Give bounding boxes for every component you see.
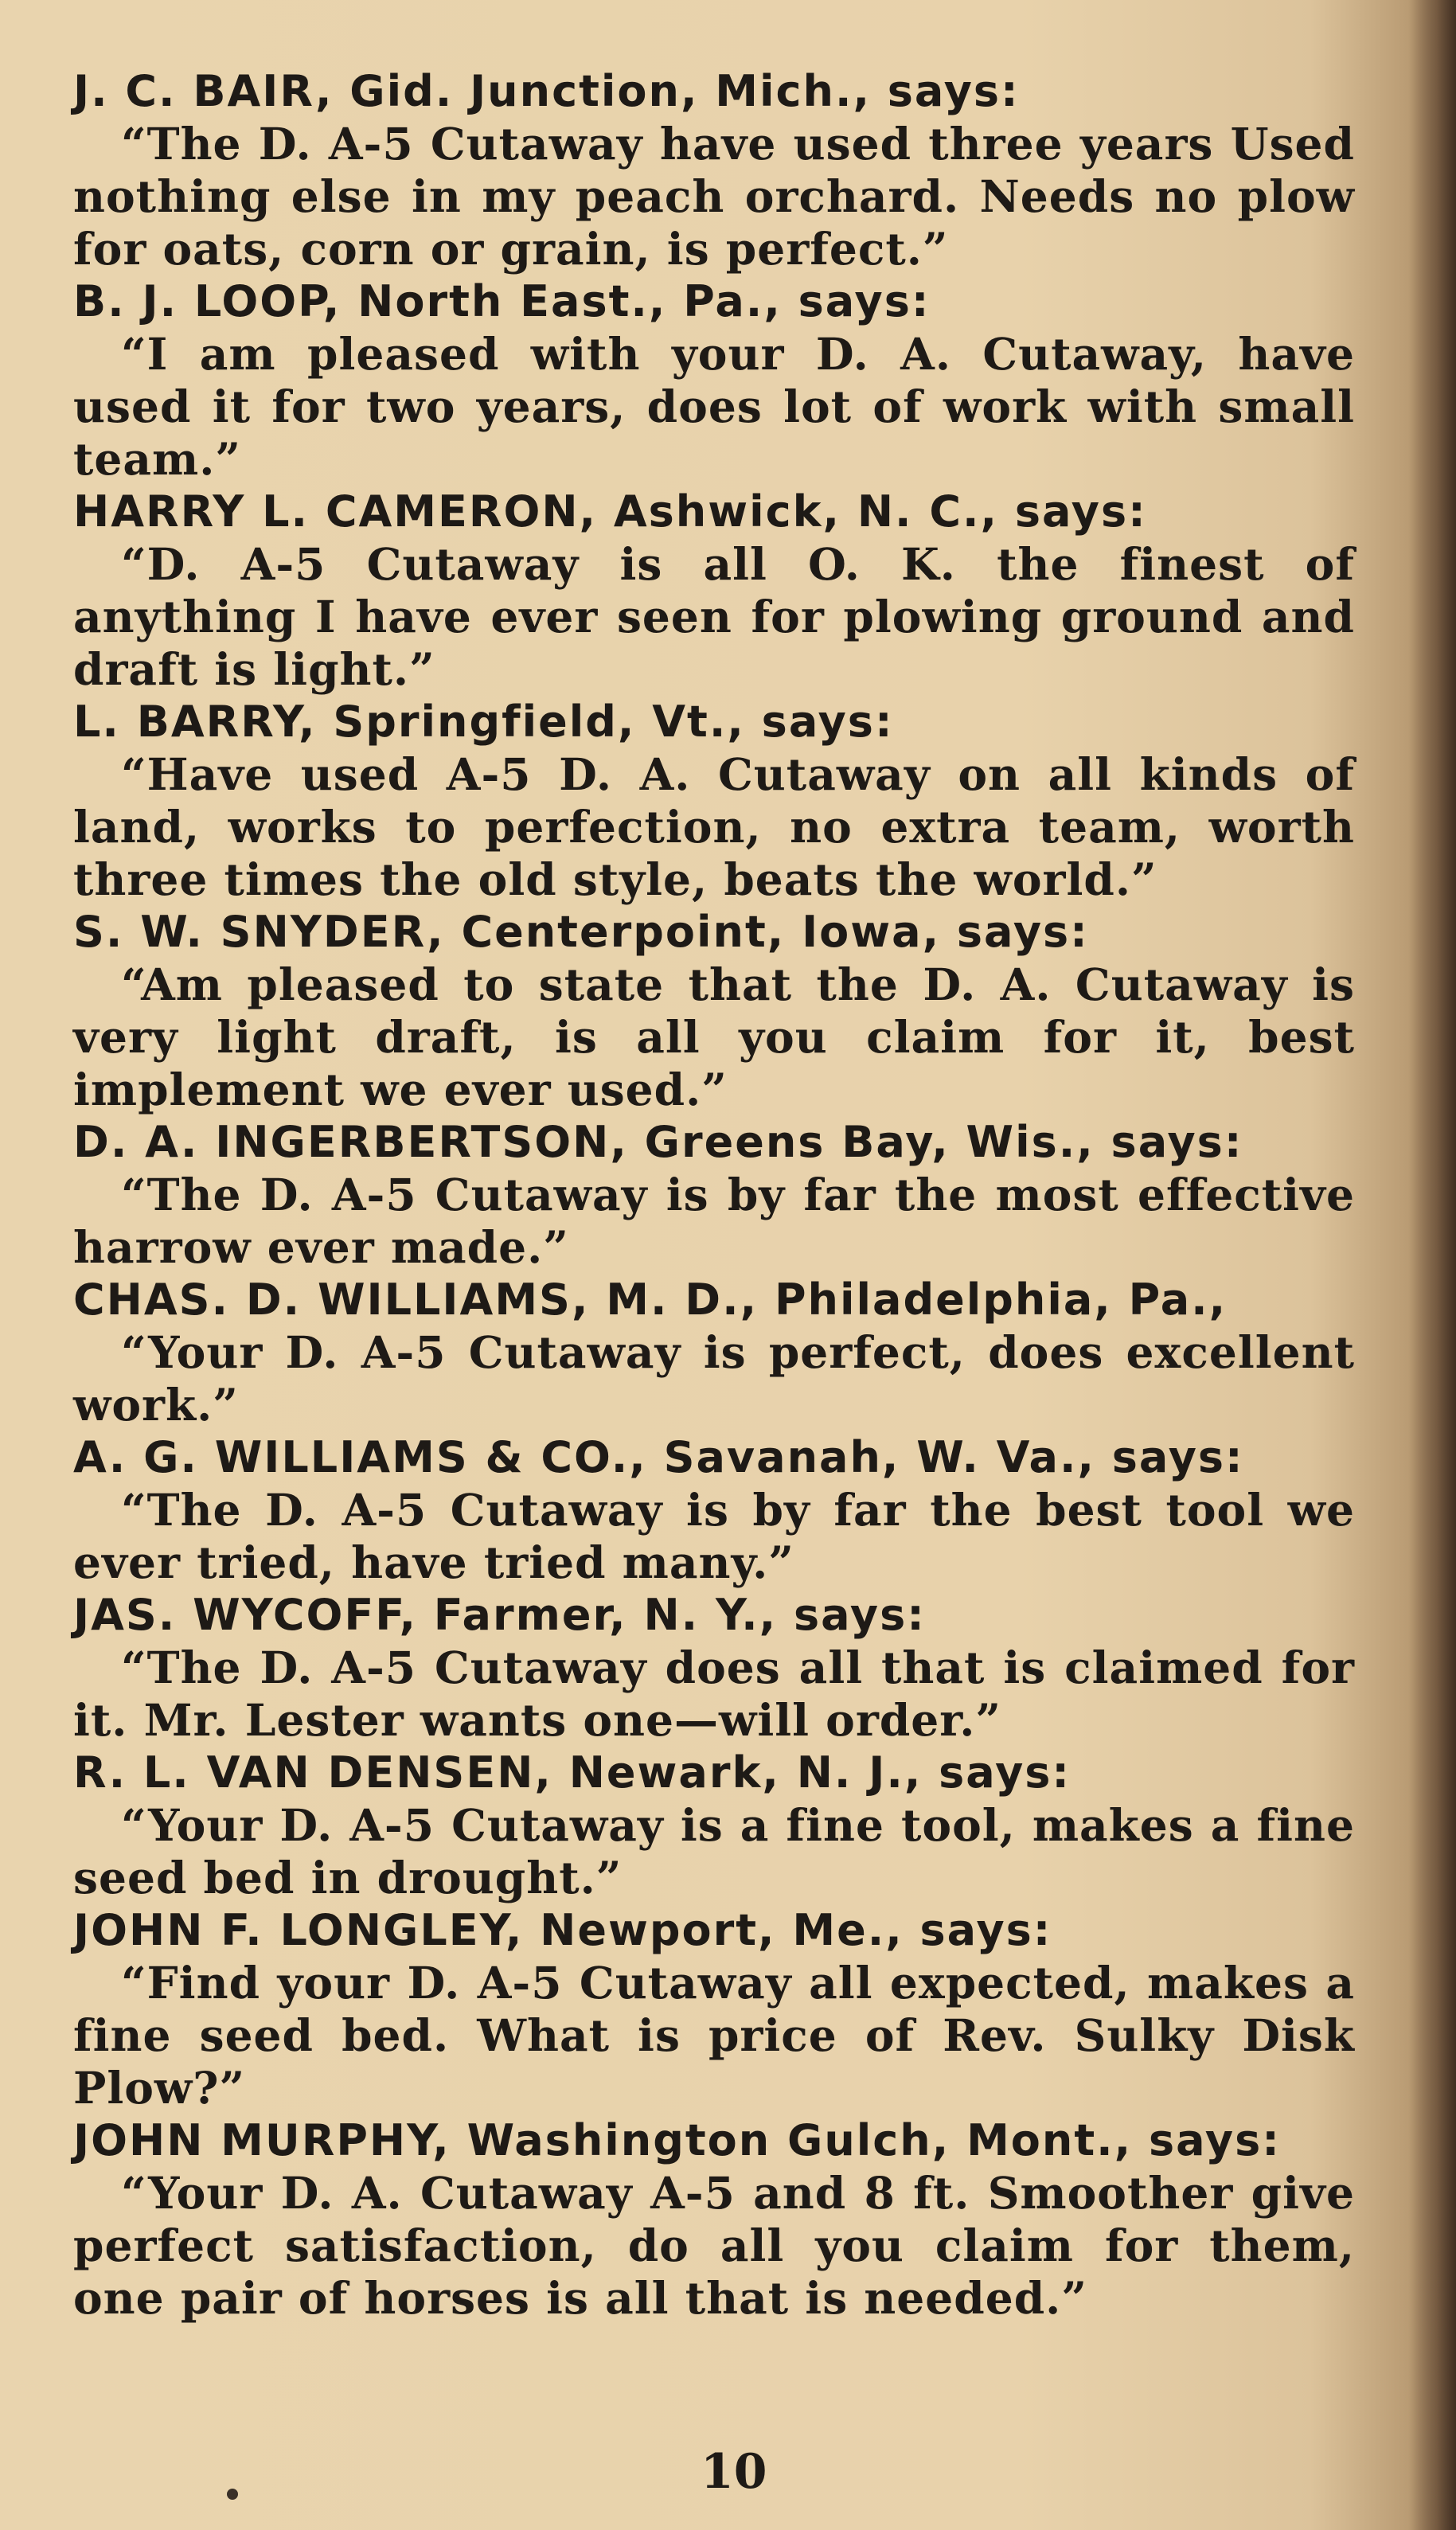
testimonial-entry (73, 65, 1355, 275)
testimonial-entry (73, 1431, 1355, 1589)
ink-dot (227, 2489, 238, 2500)
testimonial-entry (73, 1274, 1355, 1431)
testimonial-author: HARRY L. CAMERON, Ashwick, N. C., says: (73, 486, 1147, 537)
testimonial-quote: “Your D. A-5 Cutaway is a fine tool, makes a fine seed bed in drought.” (73, 1799, 1355, 1903)
testimonial-author: L. BARRY, Springfield, Vt., says: (73, 697, 894, 747)
testimonials-list (73, 65, 1355, 2325)
testimonial-author: CHAS. D. WILLIAMS, M. D., Philadelphia, Pa., (73, 1275, 1228, 1325)
testimonial-author: JAS. WYCOFF, Farmer, N. Y., says: (73, 1590, 926, 1640)
testimonial-quote: “Your D. A-5 Cutaway is perfect, does excellent work.” (73, 1326, 1355, 1431)
testimonial-entry (73, 1116, 1355, 1274)
testimonial-author: D. A. INGERBERTSON, Greens Bay, Wis., says: (73, 1117, 1243, 1167)
testimonial-entry (73, 696, 1355, 906)
page-number: 10 (701, 2444, 767, 2500)
testimonial-quote: “Your D. A. Cutaway A-5 and 8 ft. Smoother give perfect satisfaction, do all you claim for them, one pair of horses is all that is needed.” (73, 2167, 1355, 2324)
testimonial-quote: “I am pleased with your D. A. Cutaway, have used it for two years, does lot of work with small team.” (73, 328, 1355, 485)
testimonial-author: A. G. WILLIAMS & CO., Savanah, W. Va., says: (73, 1432, 1244, 1482)
testimonial-quote: “The D. A-5 Cutaway have used three years Used nothing else in my peach orchard. Needs no plow for oats, corn or grain, is perfect.” (73, 118, 1355, 275)
testimonial-quote: “The D. A-5 Cutaway is by far the best tool we ever tried, have tried many.” (73, 1484, 1355, 1588)
testimonial-author: J. C. BAIR, Gid. Junction, Mich., says: (73, 66, 1020, 116)
testimonial-author: B. J. LOOP, North East., Pa., says: (73, 276, 931, 326)
testimonial-entry (73, 275, 1355, 486)
testimonial-entry (73, 906, 1355, 1116)
testimonial-quote: “Find your D. A-5 Cutaway all expected, makes a fine seed bed. What is price of Rev. Sulky Disk Plow?” (73, 1957, 1355, 2114)
testimonial-quote: “Have used A-5 D. A. Cutaway on all kinds of land, works to perfection, no extra team, worth three times the old style, beats the world.” (73, 748, 1355, 905)
page-gutter-shadow (1408, 0, 1456, 2530)
testimonial-entry (73, 1904, 1355, 2114)
testimonial-entry (73, 2114, 1355, 2325)
testimonial-quote: “Am pleased to state that the D. A. Cutaway is very light draft, is all you claim for it, best implement we ever used.” (73, 959, 1355, 1115)
testimonial-author: R. L. VAN DENSEN, Newark, N. J., says: (73, 1747, 1072, 1798)
testimonial-entry (73, 1747, 1355, 1904)
testimonial-entry (73, 1589, 1355, 1747)
testimonial-author: JOHN MURPHY, Washington Gulch, Mont., says: (73, 2115, 1281, 2165)
testimonial-entry (73, 486, 1355, 696)
testimonial-quote: “The D. A-5 Cutaway is by far the most effective harrow ever made.” (73, 1169, 1355, 1273)
testimonial-quote: “The D. A-5 Cutaway does all that is claimed for it. Mr. Lester wants one—will order.” (73, 1642, 1355, 1746)
testimonial-author: JOHN F. LONGLEY, Newport, Me., says: (73, 1905, 1052, 1955)
testimonial-author: S. W. SNYDER, Centerpoint, Iowa, says: (73, 907, 1089, 957)
testimonial-quote: “D. A-5 Cutaway is all O. K. the finest of anything I have ever seen for plowing ground and draft is light.” (73, 538, 1355, 695)
